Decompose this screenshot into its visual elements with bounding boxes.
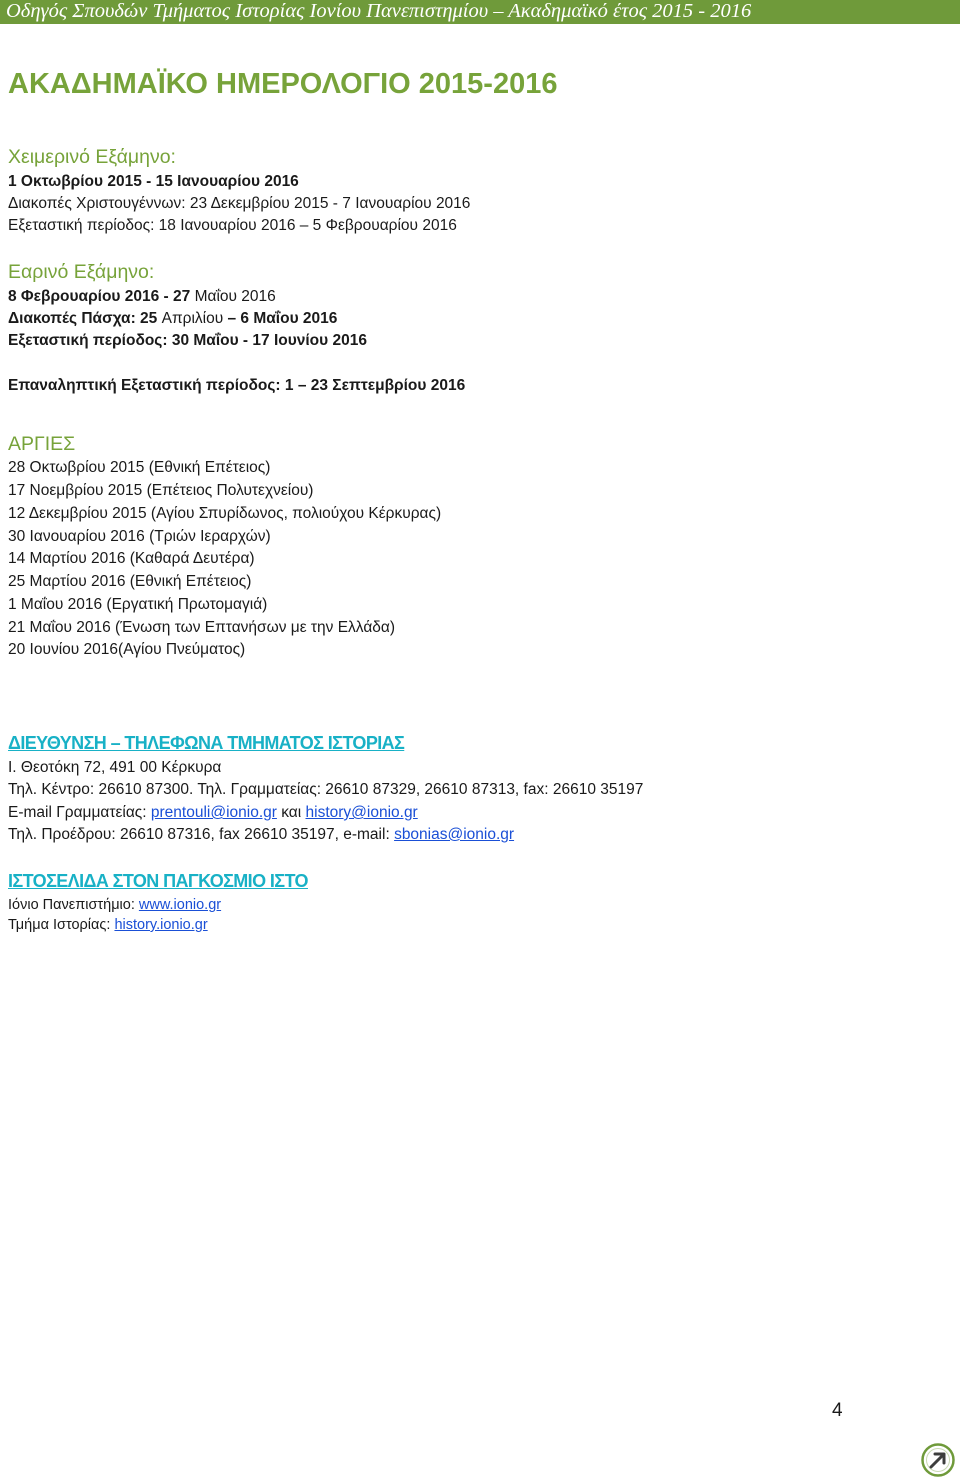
email-conjunction: και [276,804,306,821]
running-header: Οδηγός Σπουδών Τμήματος Ιστορίας Ιονίου Πανεπιστημίου – Ακαδημαϊκό έτος 2015 - 2016 [6,0,752,22]
university-website-line [8,897,221,913]
secretariat-email-line [8,804,418,822]
contact-heading: ΔΙΕΥΘΥΝΣΗ – ΤΗΛΕΦΩΝΑ ΤΜΗΜΑΤΟΣ ΙΣΤΟΡΙΑΣ [8,733,405,753]
university-label: Ιόνιο Πανεπιστήμιο: [8,897,139,913]
president-label: Τηλ. Προέδρου: 26610 87316, fax 26610 35197, e-mail: [8,826,395,843]
holidays-heading: ΑΡΓΙΕΣ [8,433,76,455]
president-contact-line [8,826,514,844]
winter-christmas: Διακοπές Χριστουγέννων: 23 Δεκεμβρίου 2015 - 7 Ιανουαρίου 2016 [8,195,471,212]
next-page-arrow-icon[interactable] [921,1443,955,1477]
holiday-item: 1 Μαΐου 2016 (Εργατική Πρωτομαγιά) [8,596,268,613]
spring-period: 8 Φεβρουαρίου 2016 - 27 Μαΐου 2016 [8,288,276,305]
department-website-line [8,917,208,933]
resit-exams: Επαναληπτική Εξεταστική περίοδος: 1 – 23 Σεπτεμβρίου 2016 [8,377,466,394]
department-phones: Τηλ. Κέντρο: 26610 87300. Τηλ. Γραμματείας: 26610 87329, 26610 87313, fax: 26610 35197 [8,781,644,798]
email-link-history[interactable]: history@ionio.gr [305,804,418,821]
holiday-item: 20 Ιουνίου 2016(Αγίου Πνεύματος) [8,641,246,658]
spring-easter: Διακοπές Πάσχα: 25 Απριλίου – 6 Μαΐου 2016 [8,310,338,327]
holiday-item: 25 Μαρτίου 2016 (Εθνική Επέτειος) [8,573,252,590]
spring-exams: Εξεταστική περίοδος: 30 Μαΐου - 17 Ιουνίου 2016 [8,332,367,349]
department-label: Τμήμα Ιστορίας: [8,917,115,933]
department-link[interactable]: history.ionio.gr [114,917,208,933]
department-address: Ι. Θεοτόκη 72, 491 00 Κέρκυρα [8,759,222,776]
web-heading: ΙΣΤΟΣΕΛΙΔΑ ΣΤΟΝ ΠΑΓΚΟΣΜΙΟ ΙΣΤΟ [8,871,308,891]
holiday-item: 17 Νοεμβρίου 2015 (Επέτειος Πολυτεχνείου) [8,482,314,499]
holiday-item: 14 Μαρτίου 2016 (Καθαρά Δευτέρα) [8,550,255,567]
university-link[interactable]: www.ionio.gr [138,897,222,913]
page-title: ΑΚΑΔΗΜΑΪΚΟ ΗΜΕΡΟΛΟΓΙΟ 2015-2016 [8,68,558,100]
holiday-item: 30 Ιανουαρίου 2016 (Τριών Ιεραρχών) [8,528,271,545]
holiday-item: 21 Μαΐου 2016 (Ένωση των Επτανήσων με την Ελλάδα) [8,619,396,636]
holiday-item: 12 Δεκεμβρίου 2015 (Αγίου Σπυρίδωνος, πολιούχου Κέρκυρας) [8,505,442,522]
email-label: E-mail Γραμματείας: [8,804,151,821]
email-link-prentouli[interactable]: prentouli@ionio.gr [150,804,277,821]
winter-semester-heading: Χειμερινό Εξάμηνο: [8,146,176,168]
email-link-sbonias[interactable]: sbonias@ionio.gr [394,826,515,843]
holiday-item: 28 Οκτωβρίου 2015 (Εθνική Επέτειος) [8,459,271,476]
winter-exams: Εξεταστική περίοδος: 18 Ιανουαρίου 2016 – 5 Φεβρουαρίου 2016 [8,217,457,234]
spring-semester-heading: Εαρινό Εξάμηνο: [8,261,155,283]
winter-period: 1 Οκτωβρίου 2015 - 15 Ιανουαρίου 2016 [8,173,299,190]
page-number: 4 [832,1400,843,1421]
